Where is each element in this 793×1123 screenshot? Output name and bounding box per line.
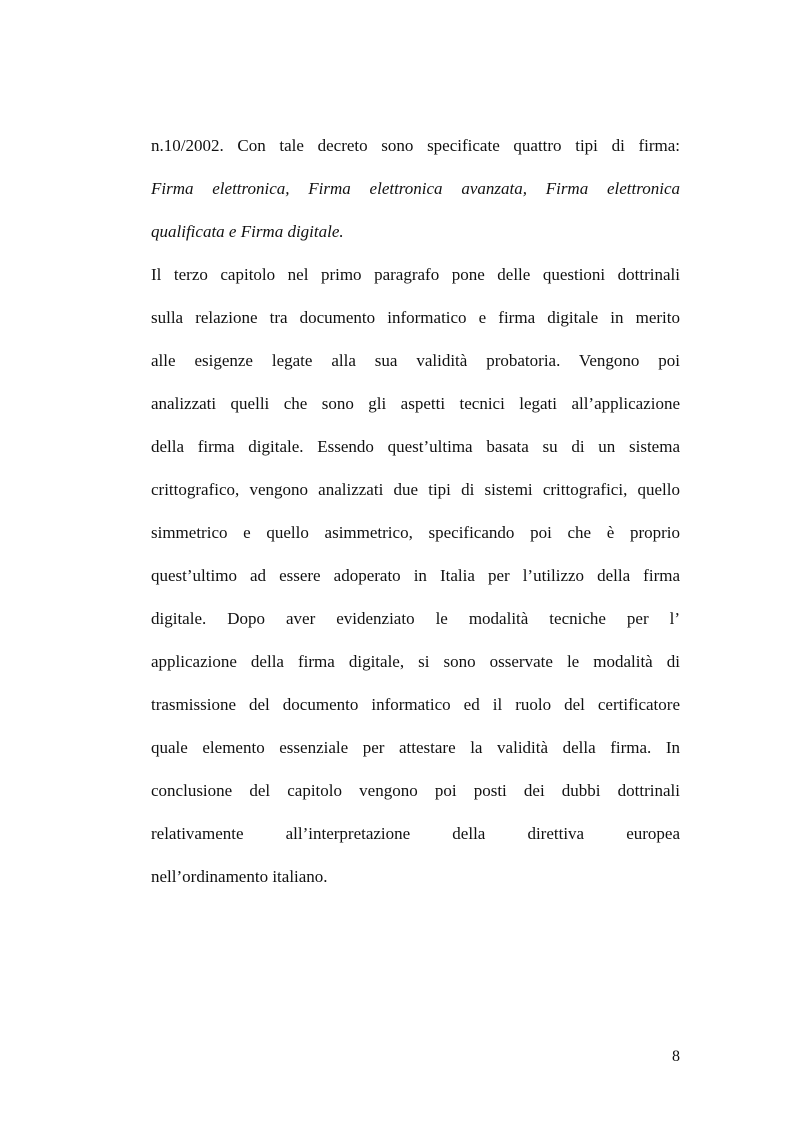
text-line: crittografico, vengono analizzati due tipi di sistemi crittografici, quello (151, 480, 680, 499)
text-line: conclusione del capitolo vengono poi posti dei dubbi dottrinali (151, 781, 680, 800)
text-line: della firma digitale. Essendo quest’ultima basata su di un sistema (151, 437, 680, 456)
text-line: simmetrico e quello asimmetrico, specificando poi che è proprio (151, 523, 680, 542)
text-line: sulla relazione tra documento informatico e firma digitale in merito (151, 308, 680, 327)
text-line: digitale. Dopo aver evidenziato le modalità tecniche per l’ (151, 609, 680, 628)
text-line: alle esigenze legate alla sua validità probatoria. Vengono poi (151, 351, 680, 370)
text-line: quest’ultimo ad essere adoperato in Italia per l’utilizzo della firma (151, 566, 680, 585)
text-line-italic: Firma elettronica, Firma elettronica avanzata, Firma elettronica (151, 179, 680, 198)
text-line: relativamente all’interpretazione della direttiva europea (151, 824, 680, 843)
page-number: 8 (672, 1048, 680, 1065)
text-line: analizzati quelli che sono gli aspetti tecnici legati all’applicazione (151, 394, 680, 413)
text-line: quale elemento essenziale per attestare la validità della firma. In (151, 738, 680, 757)
document-body (151, 130, 680, 904)
text-line: applicazione della firma digitale, si sono osservate le modalità di (151, 652, 680, 671)
paragraph-continuation (151, 130, 680, 259)
text-line: Il terzo capitolo nel primo paragrafo pone delle questioni dottrinali (151, 265, 680, 284)
text-line-italic: qualificata e Firma digitale. (151, 222, 344, 241)
text-line: nell’ordinamento italiano. (151, 867, 328, 886)
paragraph-chapter-three (151, 259, 680, 904)
text-line: trasmissione del documento informatico ed il ruolo del certificatore (151, 695, 680, 714)
text-line: n.10/2002. Con tale decreto sono specificate quattro tipi di firma: (151, 136, 680, 155)
